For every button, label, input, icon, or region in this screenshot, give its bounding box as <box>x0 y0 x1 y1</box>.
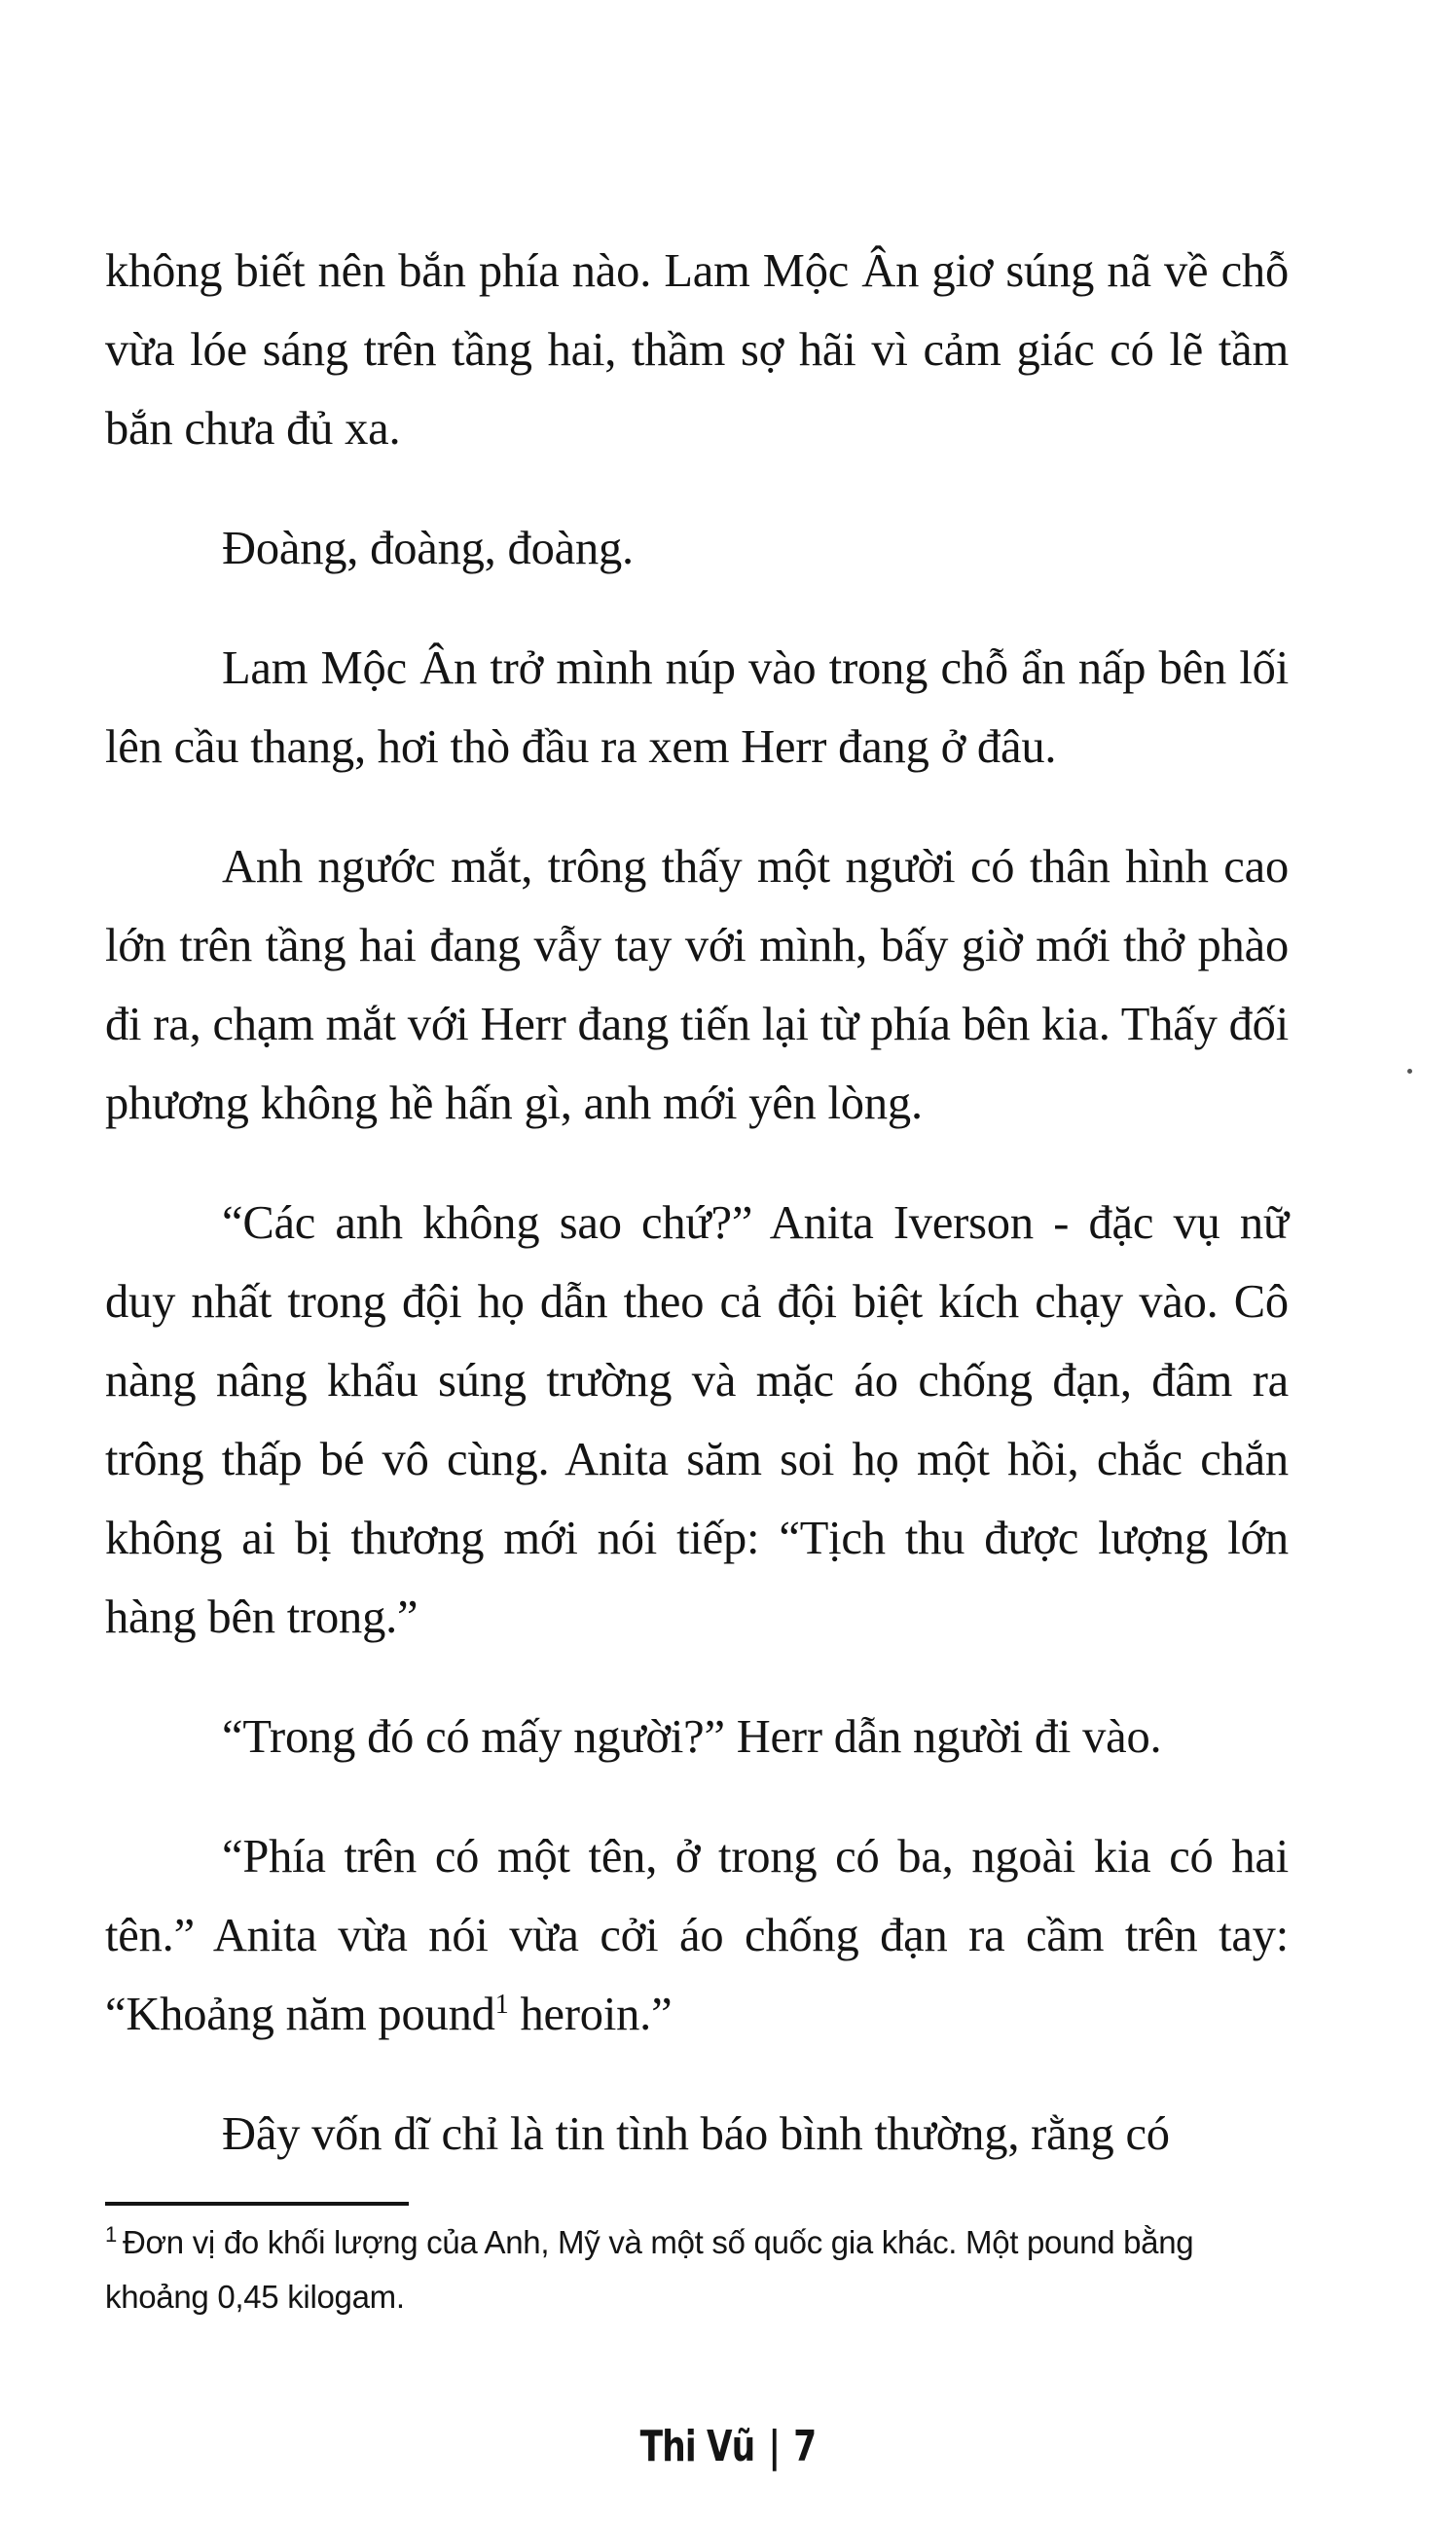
paragraph-3: Lam Mộc Ân trở mình núp vào trong chỗ ẩn nấp bên lối lên cầu thang, hơi thò đầu ra xem Herr đang ở đâu. <box>105 642 1289 773</box>
footer-separator: | <box>768 2422 781 2471</box>
scan-speck <box>1407 1069 1412 1074</box>
paragraph-5: “Các anh không sao chứ?” Anita Iverson - đặc vụ nữ duy nhất trong đội họ dẫn theo cả đội biệt kích chạy vào. Cô nàng nâng khẩu súng trường và mặc áo chống đạn, đâm ra trông thấp bé vô cùng. Anita săm soi họ một hồi, chắc chắn không ai bị thương mới nói tiếp: “Tịch thu được lượng lớn hàng bên trong.” <box>105 1197 1289 1643</box>
paragraph-6: “Trong đó có mấy người?” Herr dẫn người đi vào. <box>222 1711 1162 1763</box>
footnote-divider <box>105 2202 409 2206</box>
footnote-marker: 1 <box>105 2222 117 2247</box>
paragraph-2: Đoàng, đoàng, đoàng. <box>222 523 634 574</box>
paragraph-8: Đây vốn dĩ chỉ là tin tình báo bình thường, rằng có <box>222 2108 1170 2160</box>
footnote <box>105 2215 1289 2324</box>
page-number: 7 <box>793 2422 817 2471</box>
footer-book-title: Thi Vũ <box>639 2422 755 2471</box>
body-text <box>105 232 1289 2214</box>
page-footer <box>161 2418 1296 2476</box>
footnote-reference: 1 <box>494 1989 509 2020</box>
paragraph-7-tail: heroin.” <box>520 1989 673 2040</box>
paragraph-7 <box>105 1817 1289 2054</box>
paragraph-4: Anh ngước mắt, trông thấy một người có thân hình cao lớn trên tầng hai đang vẫy tay với mình, bấy giờ mới thở phào đi ra, chạm mắt với Herr đang tiến lại từ phía bên kia. Thấy đối phương không hề hấn gì, anh mới yên lòng. <box>105 841 1289 1129</box>
footnote-text: Đơn vị đo khối lượng của Anh, Mỹ và một số quốc gia khác. Một pound bằng khoảng 0,45 kilogam. <box>105 2224 1194 2315</box>
paragraph-7-text: “Phía trên có một tên, ở trong có ba, ngoài kia có hai tên.” Anita vừa nói vừa cởi áo chống đạn ra cầm trên tay: “Khoảng năm pound <box>105 1831 1289 2040</box>
paragraph-1: không biết nên bắn phía nào. Lam Mộc Ân giơ súng nã về chỗ vừa lóe sáng trên tầng hai, thầm sợ hãi vì cảm giác có lẽ tầm bắn chưa đủ xa. <box>105 245 1289 455</box>
